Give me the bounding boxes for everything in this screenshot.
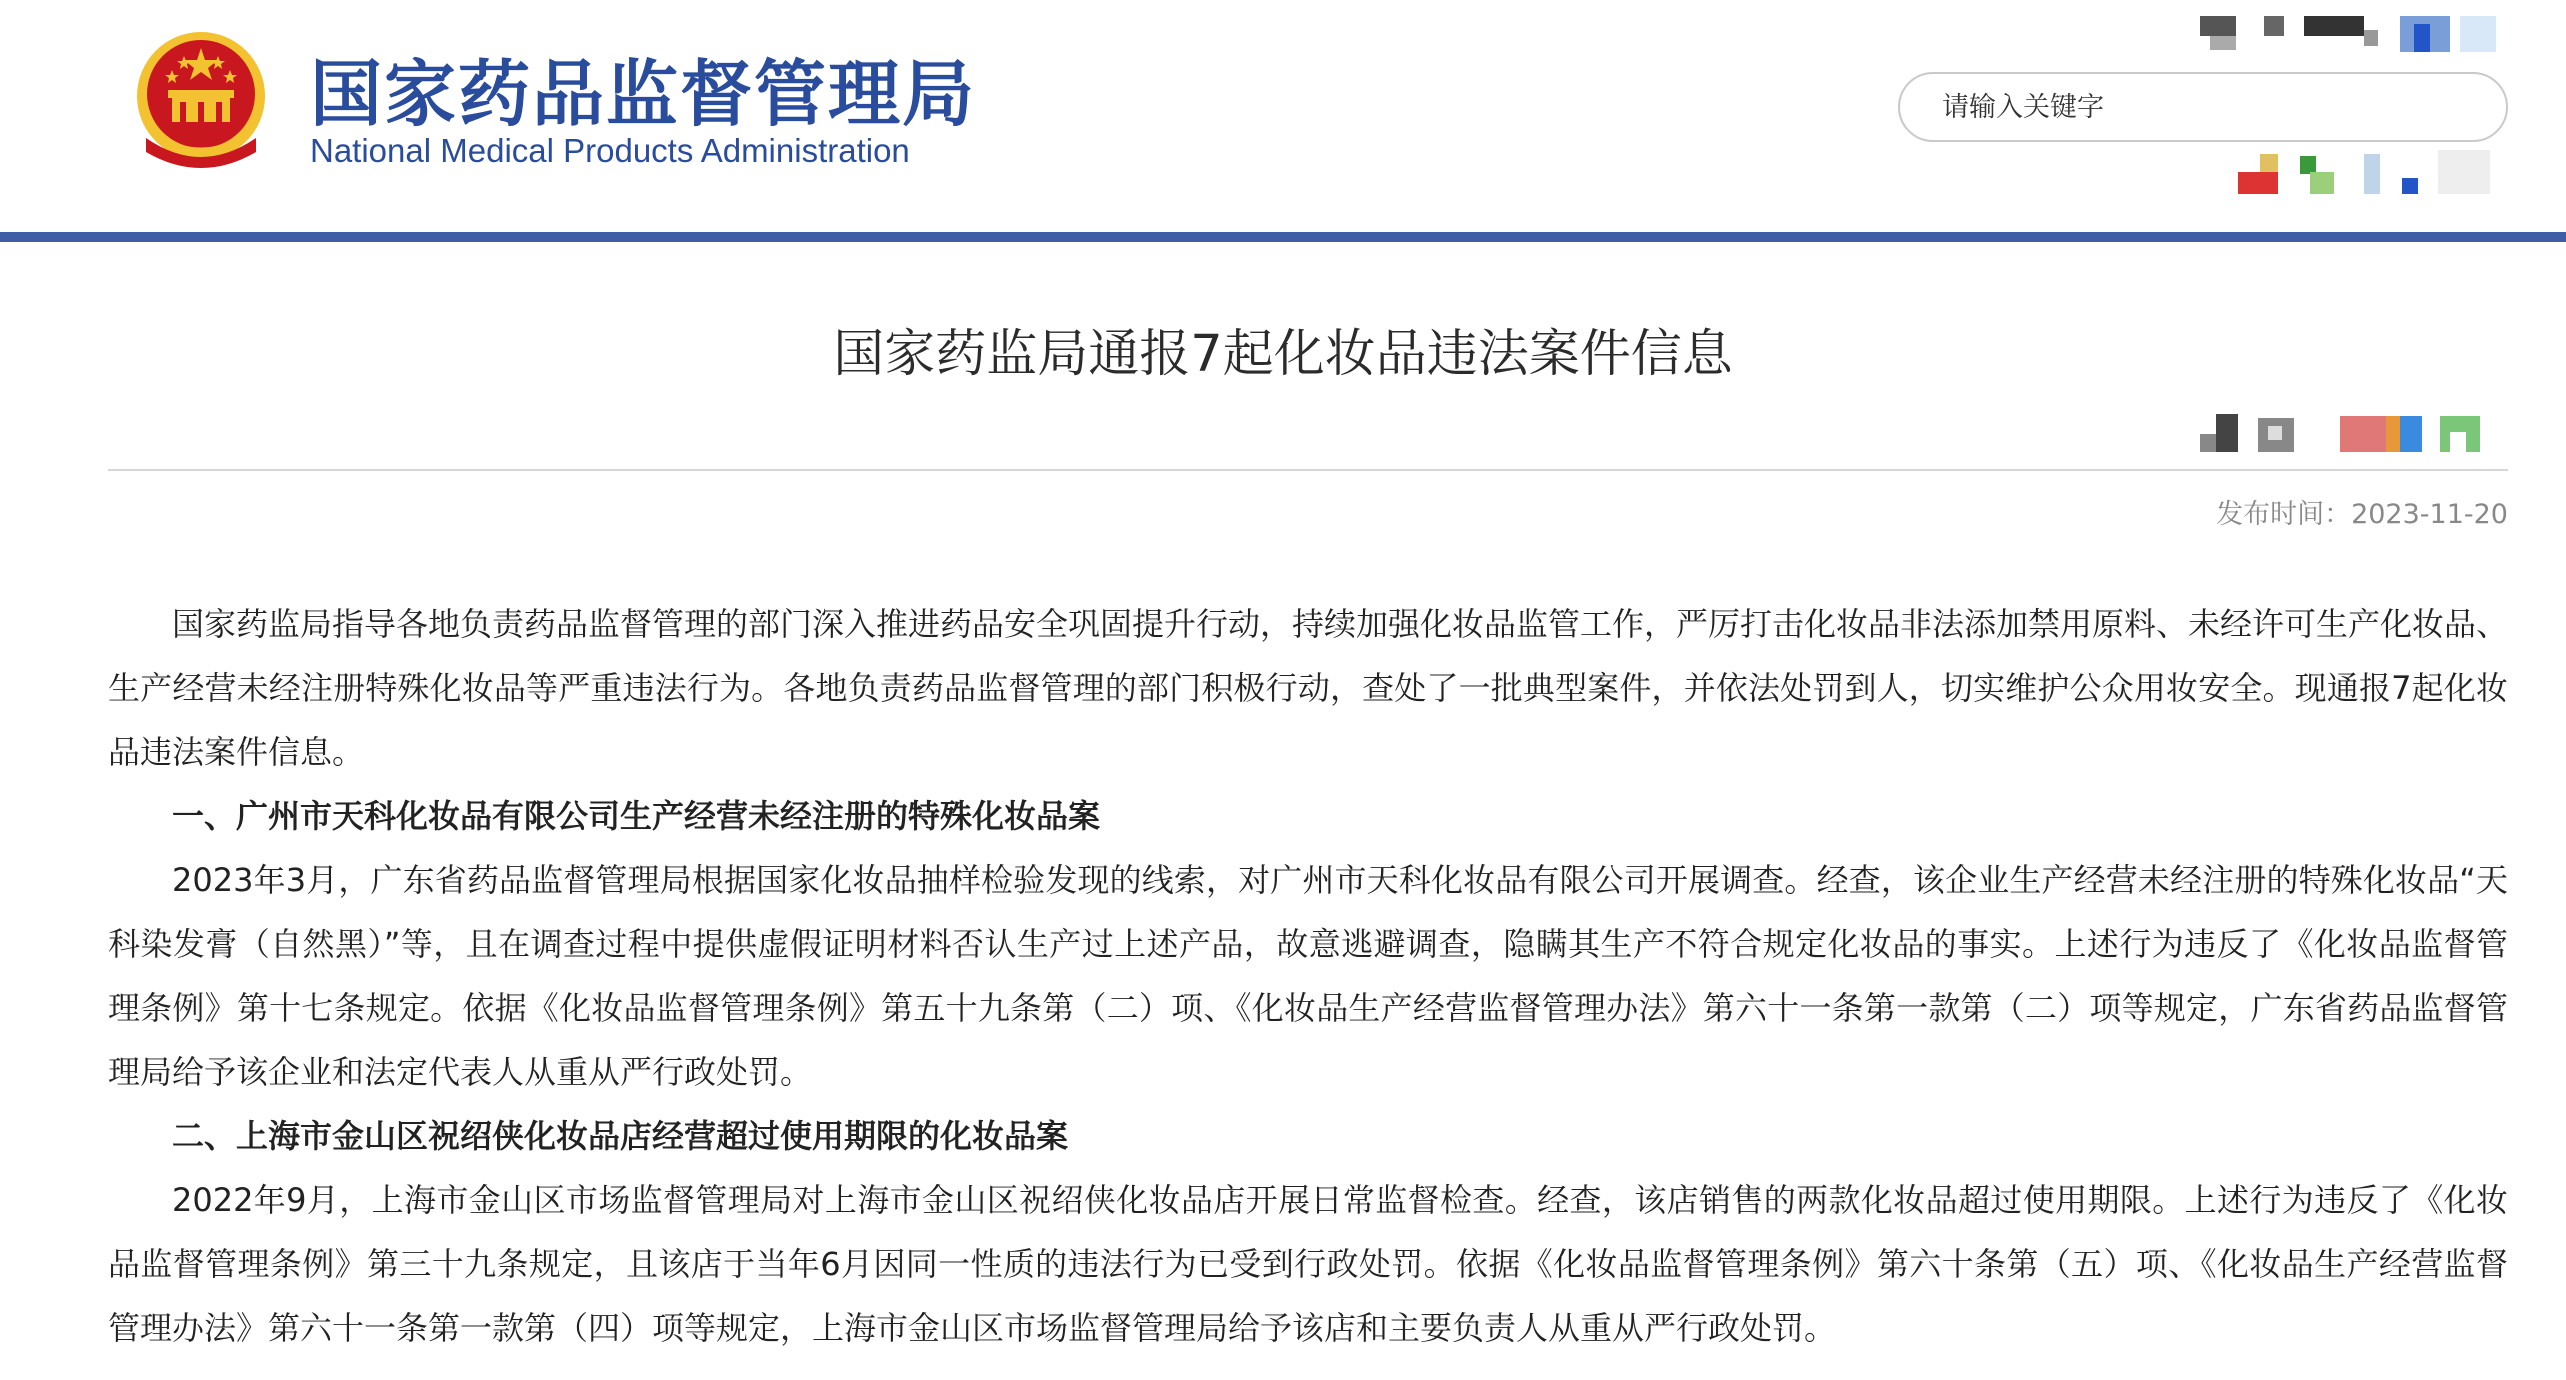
publish-time: 发布时间：2023-11-20 xyxy=(2216,499,2508,530)
case-heading: 二、上海市金山区祝绍侠化妆品店经营超过使用期限的化妆品案 xyxy=(172,1117,1069,1155)
site-title[interactable]: 国家药品监督管理局 xyxy=(310,52,977,136)
share-tools-mosaic[interactable] xyxy=(2200,414,2500,454)
search-box[interactable] xyxy=(1898,72,2508,142)
article-paragraph: 国家药监局指导各地负责药品监督管理的部门深入推进药品安全巩固提升行动，持续加强化妆品监管工作，严厉打击化妆品非法添加禁用原料、未经许可生产化妆品、生产经营未经注册特殊化妆品等严重违法行为。各地负责药品监督管理的部门积极行动，查处了一批典型案件，并依法处罚到人，切实维护公众用妆安全。现通报7起化妆品违法案件信息。 xyxy=(108,605,2509,771)
site-header xyxy=(0,0,2566,232)
search-input[interactable] xyxy=(1940,86,2484,128)
top-links-mosaic[interactable] xyxy=(2200,16,2500,56)
header-links-mosaic[interactable] xyxy=(2238,150,2498,198)
article-paragraph: 2022年9月，上海市金山区市场监督管理局对上海市金山区祝绍侠化妆品店开展日常监督检查。经查，该店销售的两款化妆品超过使用期限。上述行为违反了《化妆品监督管理条例》第三十九条规定，且该店于当年6月因同一性质的违法行为已受到行政处罚。依据《化妆品监督管理条例》第六十条第（五）项、《化妆品生产经营监督管理办法》第六十一条第一款第（四）项等规定，上海市金山区市场监督管理局给予该店和主要负责人从重从严行政处罚。 xyxy=(108,1181,2508,1347)
article-paragraph: 2023年3月，广东省药品监督管理局根据国家化妆品抽样检验发现的线索，对广州市天科化妆品有限公司开展调查。经查，该企业生产经营未经注册的特殊化妆品“天科染发膏（自然黑）”等，且在调查过程中提供虚假证明材料否认生产过上述产品，故意逃避调查，隐瞒其生产不符合规定化妆品的事实。上述行为违反了《化妆品监督管理条例》第十七条规定。依据《化妆品监督管理条例》第五十九条第（二）项、《化妆品生产经营监督管理办法》第六十一条第一款第（二）项等规定，广东省药品监督管理局给予该企业和法定代表人从重从严行政处罚。 xyxy=(108,861,2508,1091)
article-container xyxy=(0,242,2566,1380)
site-subtitle: National Medical Products Administration xyxy=(310,132,910,169)
article-title: 国家药监局通报7起化妆品违法案件信息 xyxy=(833,325,1733,384)
title-divider xyxy=(108,469,2508,471)
case-heading: 一、广州市天科化妆品有限公司生产经营未经注册的特殊化妆品案 xyxy=(172,797,1101,835)
header-divider xyxy=(0,232,2566,242)
article-body xyxy=(108,592,2508,1360)
national-emblem-icon[interactable] xyxy=(128,26,274,176)
